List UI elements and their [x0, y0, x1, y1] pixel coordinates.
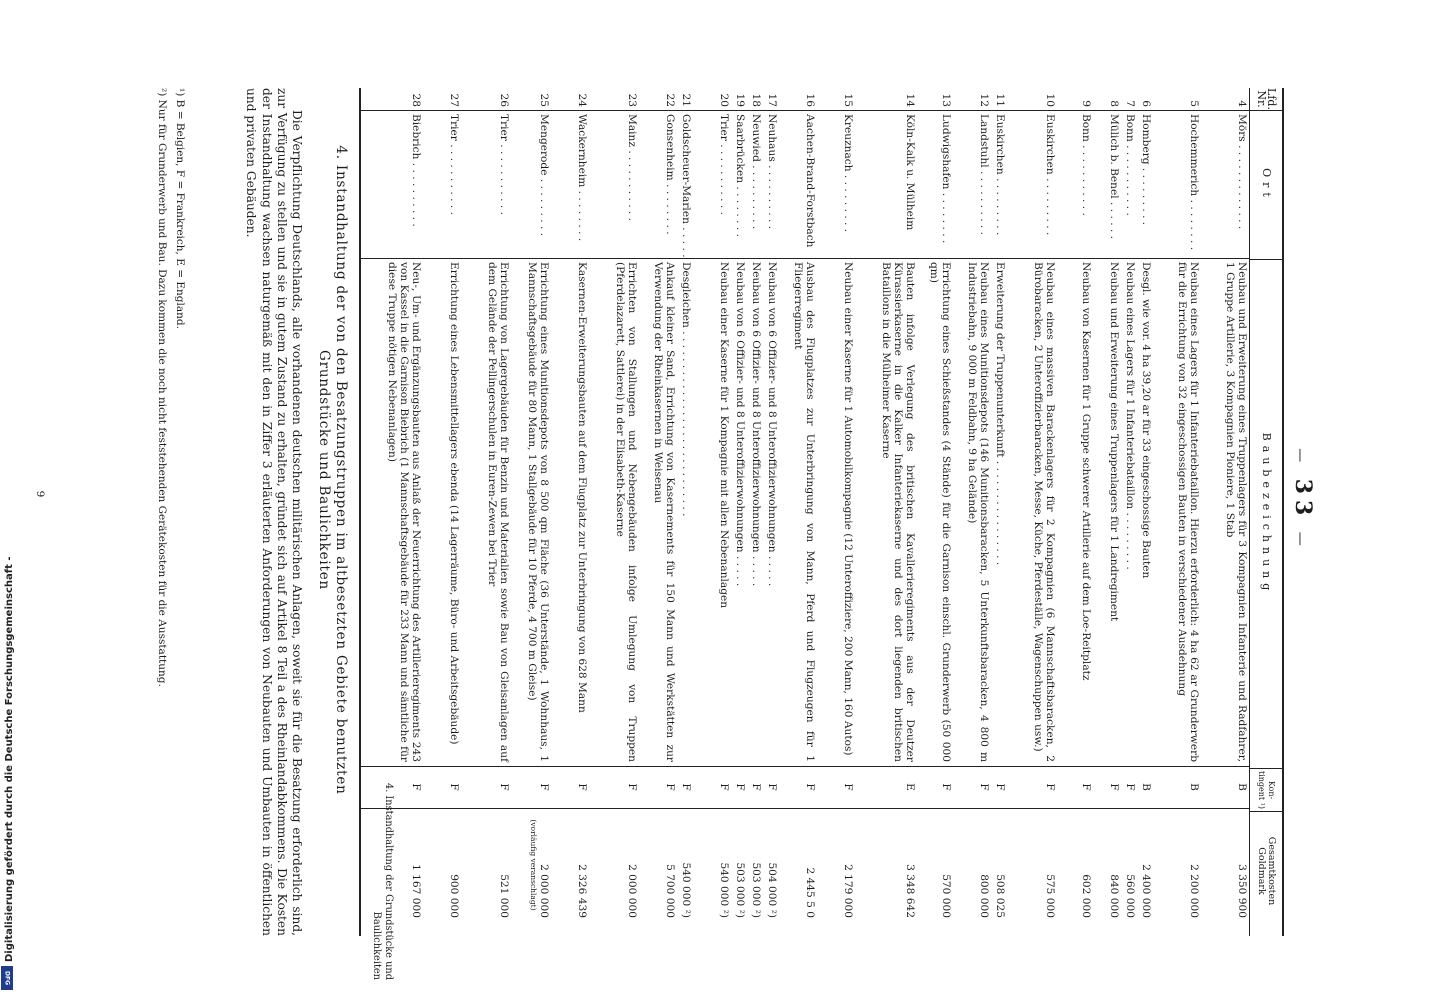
row-kontingent [511, 766, 551, 808]
row-ort [1201, 110, 1249, 258]
row-nr [855, 88, 917, 110]
footnote-2: ²) Nur für Grunderwerb und Bau. Dazu kommen die noch nicht feststehenden Gerätekosten für die Ausstattung. [156, 88, 168, 687]
row-nr-text: 10 [1044, 93, 1056, 107]
column-divider [361, 766, 1249, 767]
row-ort [763, 110, 779, 258]
row-bezeichnung [991, 258, 1007, 766]
row-kosten-text: 2 179 000 [842, 864, 854, 918]
row-ort-text: Trier . . . . . . . . . . . [448, 114, 460, 215]
row-kontingent-text: F [718, 783, 730, 791]
row-nr-text: 18 [750, 93, 762, 107]
row-bezeichnung-text: Errichten von Stallungen und Nebengebäuden infolge Umlegung von Truppen (Pferdelazarett, Sattlerei) in der Elisabeth-Kaserne [614, 262, 638, 762]
row-nr-text: 21 [680, 93, 692, 107]
row-kosten-text: 3 350 900 [1236, 864, 1248, 918]
row-bezeichnung-text: Erweiterung der Truppenunterkunft . . . . . . . . . . . . . . . . [994, 262, 1006, 566]
row-kontingent-text: B [1188, 783, 1200, 791]
row-kosten [461, 808, 511, 926]
row-ort [779, 110, 817, 258]
row-kosten [817, 808, 855, 926]
row-kontingent-text: F [626, 783, 638, 791]
row-nr [639, 88, 677, 110]
row-bezeichnung [511, 258, 551, 766]
row-bezeichnung-text: Desgl. wie vor. 4 ha 39,20 ar für 33 eingeschossige Bauten [1140, 262, 1152, 579]
row-bezeichnung-text: Neubau einer Kaserne für 1 Kompagnie mit allen Nebenanlagen [718, 262, 730, 609]
row-nr-text: 14 [904, 93, 916, 107]
row-bezeichnung [779, 258, 817, 766]
row-kontingent [1007, 766, 1057, 808]
row-kontingent [817, 766, 855, 808]
row-bezeichnung-text: Neubau eines Munitionsdepots (146 Munitionsbaracken, 5 Unterkunftsbaracken, 4 800 m Industriebahn, 9 000 m Feldbahn, 9 ha Gelände) [966, 262, 990, 762]
table-header [1249, 88, 1284, 936]
row-kosten-text: 2 445 5 0 [804, 867, 816, 918]
row-ort-text: Wackernheim . . . . . . . . [576, 114, 588, 242]
row-bezeichnung-text: Bauten infolge Verlegung des britischen Kavallerieregiments aus der Deutzer Kürassierkaserne in die Kalker Infanteriekaserne und des dort liegenden britischen Bataillons in die Mülheimer Kaserne [880, 262, 916, 762]
row-bezeichnung-text: Neubau von 6 Offizier- und 8 Unteroffizierwohnungen . . . . . [734, 262, 746, 587]
row-nr-text: 26 [498, 93, 510, 107]
row-nr [461, 88, 511, 110]
row-bezeichnung-text: Neubau einer Kaserne für 1 Automobilkompagnie (12 Unteroffiziere, 200 Mann, 160 Autos) [842, 262, 854, 756]
row-bezeichnung-text: Errichtung eines Lebensmittellagers ebenda (14 Lagerräume, Büro- und Arbeitsgebäude) [448, 262, 460, 745]
row-kontingent-text: F [978, 783, 990, 791]
row-bezeichnung-text: Neubau und Erweiterung eines Truppenlagers für 3 Kompagnien Infanterie und Radfahrer, 1 Gruppe Artillerie, 3 Kompagnien Pioniere, 1 Stab [1224, 262, 1248, 762]
folio-number: 9 [34, 490, 46, 498]
row-kosten [1137, 808, 1153, 926]
row-kosten-text: 504 000 ²) [766, 862, 778, 918]
row-kosten-text: 5 700 000 [664, 864, 676, 918]
row-nr [1007, 88, 1057, 110]
row-ort [361, 110, 423, 258]
row-nr [779, 88, 817, 110]
row-nr [551, 88, 589, 110]
row-ort-text: Trier . . . . . . . . . . . [498, 114, 510, 215]
row-bezeichnung-text: Ausbau des Flugplatzes zur Unterbringung von Mann, Pferd und Flugzeugen für 1 Fliegerregiment [792, 262, 816, 762]
row-kosten [693, 808, 731, 926]
row-kontingent-text: F [1080, 783, 1092, 791]
row-kontingent [855, 766, 917, 808]
row-kontingent-text: F [1108, 783, 1120, 791]
row-nr-text: 28 [410, 93, 422, 107]
row-kontingent [1137, 766, 1153, 808]
row-bezeichnung-text: Neubau von 6 Offizier- und 8 Unteroffizierwohnungen . . . . . [750, 262, 762, 587]
row-kontingent [731, 766, 747, 808]
row-bezeichnung-text: Errichtung von Lagergebäuden für Benzin und Materialien sowie Bau von Gleisanlagen auf dem Gelände der Pellingerschulen in Euren-Zewen bei Trier [486, 262, 510, 762]
row-ort-text: Euskirchen . . . . . . . . . [994, 114, 1006, 236]
row-kontingent [589, 766, 639, 808]
row-kontingent [1057, 766, 1093, 808]
row-bezeichnung [589, 258, 639, 766]
row-ort-text: Ludwigshafen . . . . . . . . [940, 114, 952, 244]
row-kosten [731, 808, 747, 926]
row-nr [747, 88, 763, 110]
page-number-value: 33 [1290, 478, 1316, 522]
row-ort-text: Euskirchen . . . . . . . . . [1044, 114, 1056, 236]
construction-table [359, 88, 1284, 936]
page-number: — 33 — [1290, 448, 1316, 552]
row-kosten-text: 2 400 000 [1140, 864, 1152, 918]
column-divider [361, 258, 1249, 259]
row-ort [953, 110, 991, 258]
row-bezeichnung-text: Kasernen-Erweiterungsbauten auf dem Flugplatz zur Unterbringung von 628 Mann [576, 262, 588, 713]
row-ort-text: Trier . . . . . . . . . . . [718, 114, 730, 215]
row-ort [589, 110, 639, 258]
row-ort-text: Mainz . . . . . . . . . . . [626, 114, 638, 222]
row-kosten [991, 808, 1007, 926]
row-bezeichnung-text: Neubau und Erweiterung eines Truppenlagers für 1 Landregiment [1108, 262, 1120, 622]
row-ort [1007, 110, 1057, 258]
row-kontingent [1121, 766, 1137, 808]
row-ort [511, 110, 551, 258]
row-kontingent [677, 766, 693, 808]
row-kontingent-text: F [1124, 783, 1136, 791]
row-kosten [917, 808, 953, 926]
row-ort [677, 110, 693, 258]
row-ort-text: Mörs . . . . . . . . . . . . . [1236, 114, 1248, 230]
row-kosten-text: 2 200 000 [1188, 864, 1200, 918]
row-nr-text: 5 [1188, 100, 1200, 107]
row-ort-text: Homberg . . . . . . . . . [1140, 114, 1152, 226]
row-ort-text: Mengerode . . . . . . . . . [538, 114, 550, 237]
row-nr-text: 6 [1140, 100, 1152, 107]
section-4-paragraph: Die Verpflichtung Deutschlands, alle vorhandenen deutschen militärischen Anlagen, soweit sie für die Besatzung erforderlich sind, zur Verfügung zu stellen und sie in gutem Zustand zu erhalten, gründet sich auf Artikel 8 Teil a des Rheinlandabkommens. Die Kosten der Instandhaltung wachsen naturgemäß mit den in Ziffer 3 erläuterten Anforderungen von Neubauten und Umbauten in öffentlichen und privaten Gebäuden. [244, 88, 304, 936]
row-kosten [747, 808, 763, 926]
row-kontingent-text: B [1140, 783, 1152, 791]
row-nr [1121, 88, 1137, 110]
row-kosten-text: 2 000 000 [538, 864, 550, 918]
header-bezeichnung: Baubezeichnung [1250, 260, 1282, 769]
margin-note: 4. Instandhaltung der Grundstücke und Baulichkeiten [371, 782, 394, 980]
row-nr [1201, 88, 1249, 110]
row-bezeichnung-text: Errichtung eines Munitionsdepots von 8 500 qm Fläche (36 Unterstände, 1 Wohnhaus, 1 Mannschaftsgebäude für 80 Mann, 1 Stallgebäude für 10 Pferde, 4 700 m Gleise) [526, 262, 550, 762]
row-bezeichnung [953, 258, 991, 766]
row-kosten-text: 575 000 [1044, 874, 1056, 918]
row-kosten-text: 570 000 [940, 874, 952, 918]
row-kosten-text: 900 000 [448, 874, 460, 918]
row-bezeichnung [693, 258, 731, 766]
row-bezeichnung [817, 258, 855, 766]
row-nr-text: 4 [1236, 100, 1248, 107]
row-nr [1153, 88, 1201, 110]
row-nr [589, 88, 639, 110]
row-kosten-text: 2 000 000 [626, 864, 638, 918]
row-bezeichnung [731, 258, 747, 766]
row-ort [423, 110, 461, 258]
row-ort-text: Köln-Kalk u. Mülheim [904, 114, 916, 231]
row-ort [1057, 110, 1093, 258]
row-nr-text: 15 [842, 93, 854, 107]
row-bezeichnung [461, 258, 511, 766]
row-bezeichnung-text: Neubau eines Lagers für 1 Infanteriebataillon. Hierzu erforderlich: 4 ha 62 ar Grunderwerb für die Errichtung von 32 eingeschossigen Bauten in verschiedener Ausdehnung [1176, 262, 1200, 762]
row-kontingent-text: F [576, 783, 588, 791]
row-ort [855, 110, 917, 258]
row-nr-text: 8 [1108, 100, 1120, 107]
row-kontingent [991, 766, 1007, 808]
row-ort [991, 110, 1007, 258]
row-nr-text: 25 [538, 93, 550, 107]
row-nr-text: 19 [734, 93, 746, 107]
row-ort-text: Goldscheuer-Marlen . . . . . [680, 114, 692, 258]
row-kosten [511, 808, 551, 926]
row-kosten-text: 800 000 [978, 874, 990, 918]
row-nr [361, 88, 423, 110]
row-nr [1093, 88, 1121, 110]
row-kosten-note: (vorläufig veranschlagt) [529, 819, 539, 911]
row-kosten [1121, 808, 1137, 926]
row-kontingent [763, 766, 779, 808]
row-bezeichnung [1201, 258, 1249, 766]
row-ort-text: Gonsenheim . . . . . . . . [664, 114, 676, 235]
row-ort-text: Biebrich . . . . . . . . . . [410, 114, 422, 227]
row-kosten-text: 540 000 ²) [718, 862, 730, 918]
row-kosten-text: 508 025 [994, 874, 1006, 918]
row-nr-text: 11 [994, 93, 1006, 107]
row-kosten-text: 2 326 439 [576, 864, 588, 918]
row-nr-text: 9 [1080, 100, 1092, 107]
row-bezeichnung [1137, 258, 1153, 766]
row-bezeichnung [423, 258, 461, 766]
row-nr [817, 88, 855, 110]
row-kontingent-text: F [750, 783, 762, 791]
row-bezeichnung-text: Errichtung eines Schießstandes (4 Stände) für die Garnison einschl. Grunderwerb (50 000 qm) [928, 262, 952, 762]
row-nr-text: 12 [978, 93, 990, 107]
row-nr [677, 88, 693, 110]
row-kontingent [779, 766, 817, 808]
row-kosten [953, 808, 991, 926]
row-ort [917, 110, 953, 258]
row-nr-text: 22 [664, 93, 676, 107]
row-kosten [855, 808, 917, 926]
row-kontingent [917, 766, 953, 808]
row-kosten [589, 808, 639, 926]
row-kontingent-text: F [734, 783, 746, 791]
row-ort [639, 110, 677, 258]
row-nr-text: 27 [448, 93, 460, 107]
row-bezeichnung [917, 258, 953, 766]
row-kontingent-text: F [940, 783, 952, 791]
row-kontingent [747, 766, 763, 808]
row-ort [1137, 110, 1153, 258]
row-nr-text: 23 [626, 93, 638, 107]
row-kontingent [693, 766, 731, 808]
row-bezeichnung [855, 258, 917, 766]
row-ort-text: Mülich b. Benel . . . . . . [1108, 114, 1120, 240]
row-bezeichnung [361, 258, 423, 766]
row-kosten [551, 808, 589, 926]
row-bezeichnung-text: Neubau eines massiven Barackenlagers für 2 Kompagnien (6 Mannschaftsbaracken, 2 Bürobaracken, 2 Unteroffizierbaracken, Messe, Küche, Pferdeställe, Wagenschuppen usw.) [1032, 262, 1056, 762]
row-kosten [677, 808, 693, 926]
row-kontingent-text: F [448, 783, 460, 791]
row-bezeichnung-text: Ankauf kleiner Sand, Errichtung von Kasernements für 150 Mann und Werkstätten zur Verwendung der Rheinkasernen in Weisenau [652, 262, 676, 762]
footnote-1: ¹) B = Belgien, F = Frankreich, E = England. [174, 88, 186, 329]
row-ort-text: Neuhaus . . . . . . . . . . [766, 114, 778, 230]
header-kontingent: Kon-tingent ¹) [1250, 769, 1282, 812]
header-nr: Lfd. Nr. [1250, 88, 1282, 111]
row-kontingent-text: F [680, 783, 692, 791]
row-kontingent-text: F [994, 783, 1006, 791]
row-bezeichnung [639, 258, 677, 766]
row-bezeichnung [551, 258, 589, 766]
row-nr-text: 16 [804, 93, 816, 107]
row-nr [511, 88, 551, 110]
credit-text: Digitalisierung gefördert durch die Deutsche Forschungsgemeinschaft - [4, 556, 15, 962]
row-kontingent-text: F [1044, 783, 1056, 791]
row-kontingent-text: F [766, 783, 778, 791]
row-kosten [1153, 808, 1201, 926]
row-kosten-text: 540 000 ²) [680, 862, 692, 918]
row-kontingent-text: F [498, 783, 510, 791]
row-kontingent-text: E [904, 783, 916, 791]
row-nr-text: 20 [718, 93, 730, 107]
row-ort [747, 110, 763, 258]
row-ort [817, 110, 855, 258]
row-nr [991, 88, 1007, 110]
row-kosten-text: 3 348 642 [904, 864, 916, 918]
row-kosten [1057, 808, 1093, 926]
row-kosten-text: 560 000 [1124, 874, 1136, 918]
row-ort-text: Saarbrücken . . . . . . . . [734, 114, 746, 237]
section-4-heading: 4. Instandhaltung der von den Besatzungstruppen im altbesetzten Gebiete benutzten Grundstücke und Baulichkeiten [316, 145, 349, 795]
row-kontingent-text: F [804, 783, 816, 791]
row-kontingent [1093, 766, 1121, 808]
row-ort [1093, 110, 1121, 258]
row-kontingent [551, 766, 589, 808]
row-kosten [423, 808, 461, 926]
row-kontingent-text: F [538, 783, 550, 791]
row-kosten-text: 521 000 [498, 874, 510, 918]
row-bezeichnung [1121, 258, 1137, 766]
row-bezeichnung [677, 258, 693, 766]
row-kosten-text: 602 000 [1080, 874, 1092, 918]
row-kosten-text: 503 000 ²) [750, 862, 762, 918]
row-kontingent [461, 766, 511, 808]
row-nr [763, 88, 779, 110]
row-bezeichnung [763, 258, 779, 766]
row-ort [1121, 110, 1137, 258]
table-body [361, 88, 1249, 936]
row-bezeichnung [747, 258, 763, 766]
row-kontingent-text: B [1236, 783, 1248, 791]
row-ort [461, 110, 511, 258]
row-kosten-text: 503 000 ²) [734, 862, 746, 918]
row-nr [1057, 88, 1093, 110]
row-bezeichnung [1057, 258, 1093, 766]
column-divider [361, 808, 1249, 809]
row-ort-text: Aachen-Brand-Forstbach [804, 114, 816, 248]
row-ort [731, 110, 747, 258]
row-nr-text: 24 [576, 93, 588, 107]
row-kosten [1201, 808, 1249, 926]
row-ort [1153, 110, 1201, 258]
row-ort-text: Bonn . . . . . . . . . . . [1080, 114, 1092, 216]
row-kontingent-text: F [842, 783, 854, 791]
row-nr [953, 88, 991, 110]
row-kosten [1093, 808, 1121, 926]
row-bezeichnung-text: Neubau von 6 Offizier- und 8 Unteroffizierwohnungen . . . . . [766, 262, 778, 587]
row-ort-text: Bonn . . . . . . . . . . . [1124, 114, 1136, 216]
row-kontingent [1153, 766, 1201, 808]
row-kosten-text: 1 167 000 [410, 864, 422, 918]
row-ort-text: Hochemmerich . . . . . . . . [1188, 114, 1200, 251]
row-kosten [779, 808, 817, 926]
row-nr [1137, 88, 1153, 110]
row-kontingent-text: F [664, 783, 676, 791]
row-bezeichnung [1153, 258, 1201, 766]
row-bezeichnung-text: Desgleichen . . . . . . . . . . . . . . . . . . . . . . . . . . . . [680, 262, 692, 517]
header-kosten: Gesamtkosten Goldmark [1256, 836, 1277, 906]
row-ort-text: Landstuhl . . . . . . . . . . [978, 114, 990, 236]
row-bezeichnung-text: Neu-, Um- und Ergänzungsbauten aus Anlaß der Neuerrichtung des Artillerieregiments 243 von Kassel in die Garnison Biebrich (1 Mannschaftsgebäude für 233 Mann und sämtliche für diese Truppe nötigen Nebenanlagen) [386, 262, 422, 762]
row-kontingent [1201, 766, 1249, 808]
row-ort-text: Kreuznach . . . . . . . . . [842, 114, 854, 233]
row-bezeichnung-text: Neubau eines Lagers für 1 Infanteriebataillon . . . . . . . . . [1124, 262, 1136, 570]
header-ort: Ort [1250, 111, 1282, 260]
column-divider [361, 110, 1249, 111]
dfg-logo: DFG [1, 966, 13, 990]
row-nr-text: 7 [1124, 100, 1136, 107]
row-nr [917, 88, 953, 110]
row-kontingent [953, 766, 991, 808]
row-nr [693, 88, 731, 110]
row-ort-text: Neuwied . . . . . . . . . . [750, 114, 762, 230]
row-nr-text: 13 [940, 93, 952, 107]
row-kontingent [423, 766, 461, 808]
row-kontingent-text: F [410, 783, 422, 791]
row-ort [693, 110, 731, 258]
row-kosten [763, 808, 779, 926]
row-kontingent [639, 766, 677, 808]
row-nr-text: 17 [766, 93, 778, 107]
row-bezeichnung [1093, 258, 1121, 766]
row-kosten-text: 840 000 [1108, 874, 1120, 918]
row-kosten [639, 808, 677, 926]
row-nr [731, 88, 747, 110]
row-nr [423, 88, 461, 110]
row-bezeichnung [1007, 258, 1057, 766]
row-kosten [1007, 808, 1057, 926]
row-ort [551, 110, 589, 258]
row-bezeichnung-text: Neubau von Kasernen für 1 Gruppe schwerer Artillerie auf dem Loe-Reitplatz [1080, 262, 1092, 681]
